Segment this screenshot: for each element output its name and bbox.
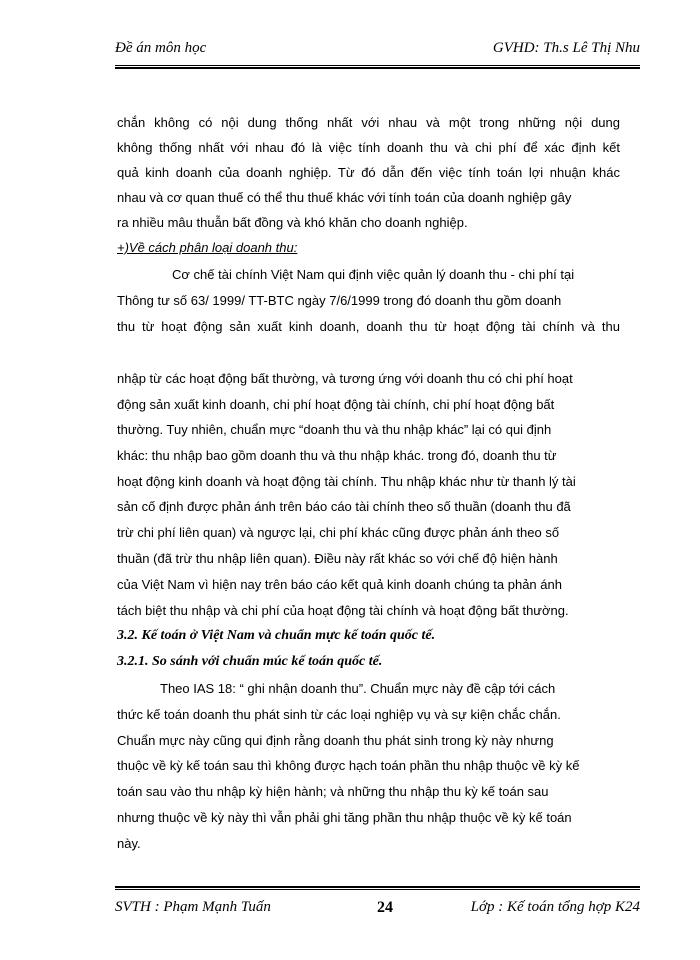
footer-rule xyxy=(115,886,640,890)
body-line: Chuẩn mực này cũng qui định rằng doanh thu phát sinh trong kỳ này nhưng xyxy=(117,733,554,748)
body-line: toán sau vào thu nhập kỳ hiện hành; và những thu nhập thu kỳ kế toán sau xyxy=(117,784,549,799)
body-line: quả kinh doanh của doanh nghiệp. Từ đó dẫn đến việc tính toán lợi nhuận khác xyxy=(117,165,620,180)
header-supervisor: GVHD: Th.s Lê Thị Nhu xyxy=(492,40,640,56)
body-line: trừ chi phí liên quan) và ngược lại, chi phí khác cũng được phản ánh theo số xyxy=(117,525,560,540)
body-line: không thống nhất với nhau đó là việc tính doanh thu và chi phí để xác định kết xyxy=(117,140,620,155)
header-course-title: Đề án môn học xyxy=(115,40,207,56)
body-line: ra nhiều mâu thuẫn bất đồng và khó khăn cho doanh nghiệp. xyxy=(117,215,468,230)
section-heading: 3.2. Kế toán ở Việt Nam và chuẩn mực kế toán quốc tế. xyxy=(117,628,436,643)
body-line: thuần (đã trừ thu nhập liên quan). Điều này rất khác so với chế độ hiện hành xyxy=(117,551,558,566)
body-line: khác: thu nhập bao gồm doanh thu và thu nhập khác. trong đó, doanh thu từ xyxy=(117,448,557,463)
body-line: chắn không có nội dung thống nhất với nhau và một trong những nội dung xyxy=(117,115,620,130)
body-line: này. xyxy=(117,836,141,851)
body-line: thu từ hoạt động sản xuất kinh doanh, doanh thu từ hoạt động tài chính và thu xyxy=(117,319,620,334)
body-line: sản cố định được phản ánh trên báo cáo tài chính theo số thuần (doanh thu đã xyxy=(117,499,571,514)
header-rule xyxy=(115,65,640,69)
body-line: Theo IAS 18: “ ghi nhận doanh thu”. Chuẩn mực này đề cập tới cách xyxy=(160,681,556,696)
page-footer xyxy=(115,899,640,921)
page-header xyxy=(115,40,640,62)
body-line: của Việt Nam vì hiện nay trên báo cáo kết quả kinh doanh chúng ta phản ánh xyxy=(117,577,562,592)
body-line: nhưng thuộc về kỳ này thì vẫn phải ghi tăng phần thu nhập thuộc về kỳ kế toán xyxy=(117,810,572,825)
body-line: thức kế toán doanh thu phát sinh từ các loại nghiệp vụ và sự kiện chắc chắn. xyxy=(117,707,561,722)
body-line: thường. Tuy nhiên, chuẩn mực “doanh thu và thu nhập khác” lại có qui định xyxy=(117,422,552,437)
footer-student-name: SVTH : Phạm Mạnh Tuấn xyxy=(115,899,271,915)
body-line: nhau và cơ quan thuế có thể thu thuế khác với tính toán của doanh nghiệp gây xyxy=(117,190,572,205)
body-line: động sản xuất kinh doanh, chi phí hoạt động tài chính, chi phí hoạt động bất xyxy=(117,397,555,412)
page-number: 24 xyxy=(377,899,393,916)
body-line: thuộc về kỳ kế toán sau thì không được hạch toán phần thu nhập thuộc về kỳ kế xyxy=(117,758,580,773)
subheading-revenue-classification: +)Về cách phân loại doanh thu: xyxy=(117,240,298,255)
footer-class: Lớp : Kế toán tổng hợp K24 xyxy=(470,899,640,915)
body-line: tách biệt thu nhập và chi phí của hoạt động tài chính và hoạt động bất thường. xyxy=(117,603,569,618)
body-line: Thông tư số 63/ 1999/ TT-BTC ngày 7/6/1999 trong đó doanh thu gồm doanh xyxy=(117,293,562,308)
body-line: Cơ chế tài chính Việt Nam qui định việc quản lý doanh thu - chi phí tại xyxy=(172,267,575,282)
subsection-heading: 3.2.1. So sánh với chuẩn múc kế toán quốc tế. xyxy=(117,654,383,669)
body-line: hoạt động kinh doanh và hoạt động tài chính. Thu nhập khác như từ thanh lý tài xyxy=(117,474,576,489)
body-line: nhập từ các hoạt động bất thường, và tương ứng với doanh thu có chi phí hoạt xyxy=(117,371,573,386)
